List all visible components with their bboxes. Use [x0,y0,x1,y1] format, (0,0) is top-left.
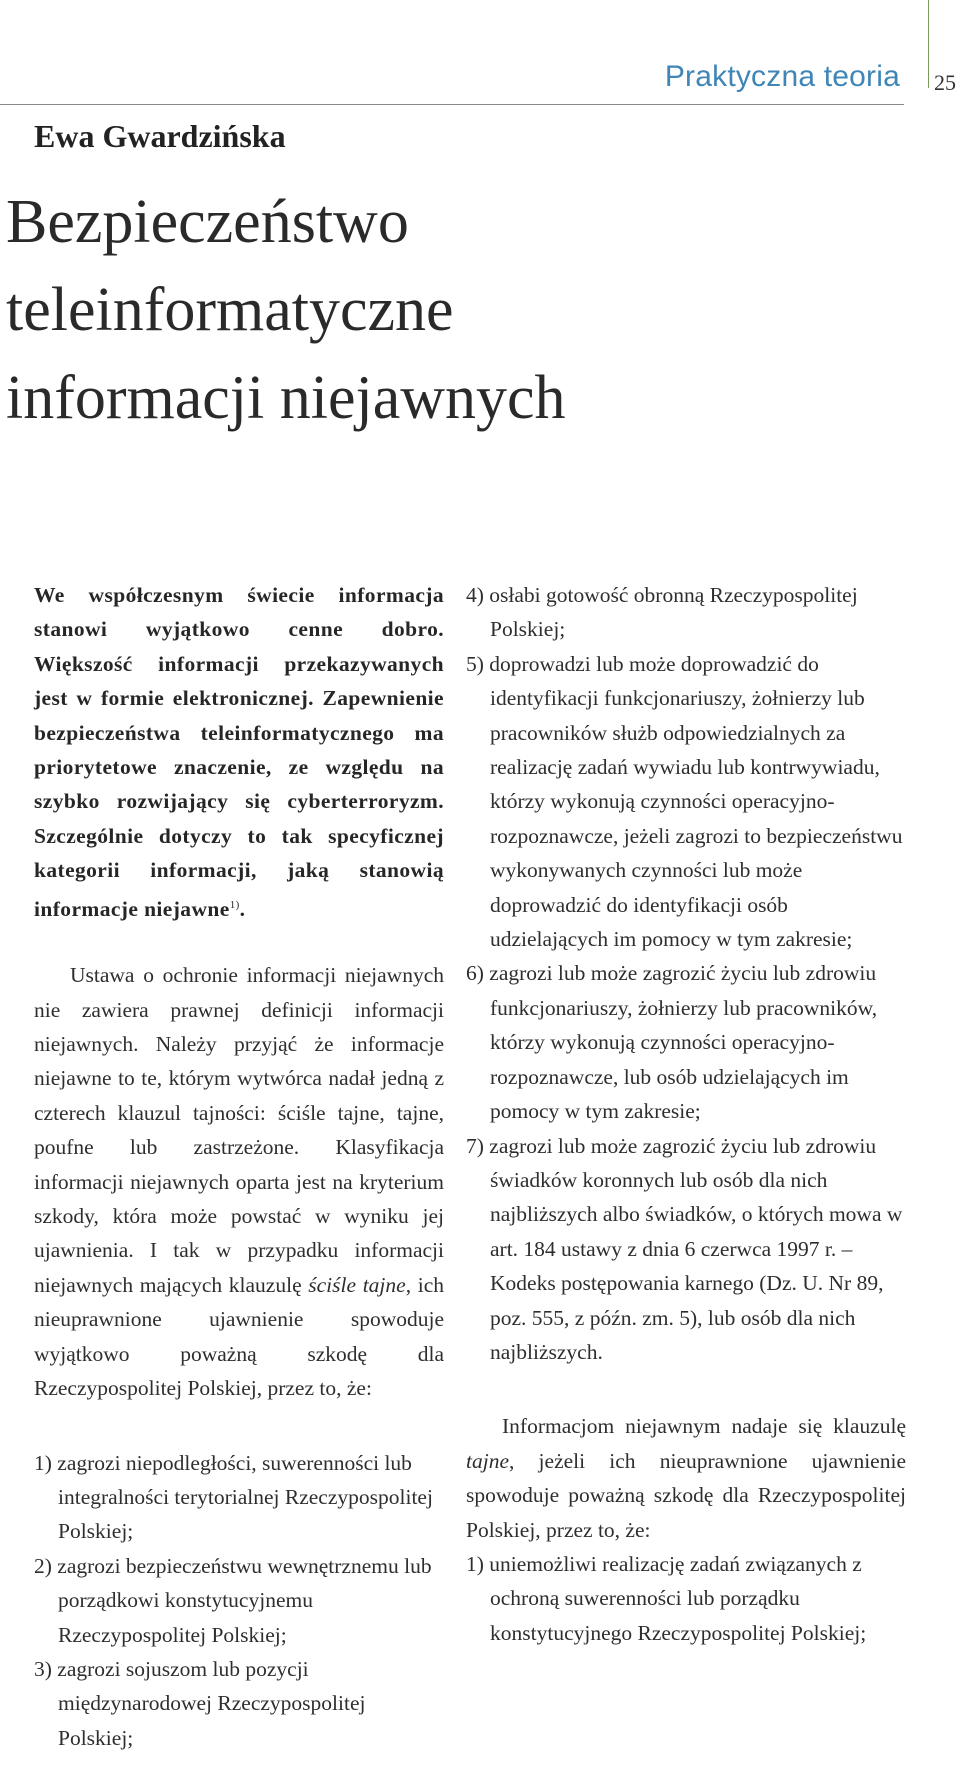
para-text: Ustawa o ochronie informacji niejawnych nie zawiera prawnej definicji informacji niejawnych. Należy przyjąć że informacje niejawne to te, którym wytwórca nadał jedną z czterech klauzul tajności: ściśle tajne, tajne, poufne lub zastrzeżone. Klasyfikacja informacji niejawnych oparta jest na kryterium szkody, która może powstać w wyniku jej ujawnienia. I tak w przypadku informacji niejawnych mających klauzulę [34,963,444,1297]
right-column [466,578,906,1650]
vertical-rule [928,0,929,88]
lead-text: We współczesnym świecie informacja stanowi wyjątkowo cenne dobro. Większość informacji przekazywanych jest w formie elektronicznej. Zapewnienie bezpieczeństwa teleinformatycznego ma priorytetowe znaczenie, ze względu na szybko rozwijający się cyberterroryzm. Szczególnie dotyczy to tak specyficznej kategorii informacji, jaką stanowią informacje niejawne [34,583,444,921]
title-line: informacji niejawnych [6,364,566,432]
list-item: 2) zagrozi bezpieczeństwu wewnętrznemu lub porządkowi konstytucyjnemu Rzeczypospolitej Polskiej; [34,1553,432,1647]
emphasis-text: ściśle tajne [308,1272,406,1297]
list-item: 6) zagrozi lub może zagrozić życiu lub zdrowiu funkcjonariuszy, żołnierzy lub pracowników, którzy wykonują czynności operacyjno-rozpoznawcze, lub osób udzielających im pomocy w tym zakresie; [466,961,878,1124]
list-item: 4) osłabi gotowość obronną Rzeczypospolitej Polskiej; [466,583,858,642]
lead-paragraph [34,578,444,926]
title-line: teleinformatyczne [6,276,454,344]
section-label: Praktyczna teoria [664,60,900,93]
article-title [6,178,906,442]
footnote-marker: 1) [229,898,240,911]
title-line: Bezpieczeństwo [6,188,409,256]
emphasis-text: tajne [466,1448,509,1473]
body-paragraph [34,958,444,1405]
list-item: 1) zagrozi niepodległości, suwerenności lub integralności terytorialnej Rzeczypospolitej Polskiej; [34,1450,433,1544]
lead-end: . [239,896,246,921]
para-text: , ich nieuprawnione ujawnienie spowoduje wyjątkowo poważną szkodę dla Rzeczypospolitej Polskiej, przez to, że: [34,1272,444,1401]
list-item: 3) zagrozi sojuszom lub pozycji międzynarodowej Rzeczypospolitej Polskiej; [34,1656,366,1750]
page-number: 25 [934,70,956,95]
body-paragraph [466,1409,906,1547]
list-item: 7) zagrozi lub może zagrozić życiu lub zdrowiu świadków koronnych lub osób dla nich najbliższych albo świadków, o których mowa w art. 184 ustawy z dnia 6 czerwca 1997 r. – Kodeks postępowania karnego (Dz. U. Nr 89, poz. 555, z późn. zm. 5), lub osób dla nich najbliższych. [466,1133,903,1364]
numbered-list [466,578,906,1369]
list-item: 5) doprowadzi lub może doprowadzić do identyfikacji funkcjonariuszy, żołnierzy lub pracowników służb odpowiedzialnych za realizację zadań wywiadu lub kontrwywiadu, którzy wykonują czynności operacyjno-rozpoznawcze, jeżeli zagrozi to bezpieczeństwu wykonywanych czynności lub może doprowadzić do identyfikacji osób udzielających im pomocy w tym zakresie; [466,651,903,952]
para-text: , jeżeli ich nieuprawnione ujawnienie spowoduje poważną szkodę dla Rzeczypospolitej Polskiej, przez to, że: [466,1448,906,1542]
header-rule [0,104,904,105]
para-text: Informacjom niejawnym nadaje się klauzulę [502,1414,906,1439]
list-item: 1) uniemożliwi realizację zadań związanych z ochroną suwerenności lub porządku konstytucyjnego Rzeczypospolitej Polskiej; [466,1551,867,1645]
numbered-list [466,1547,906,1650]
numbered-list [34,1446,444,1756]
page-header [0,0,960,110]
author-name: Ewa Gwardzińska [34,118,286,154]
left-column [34,578,444,1755]
